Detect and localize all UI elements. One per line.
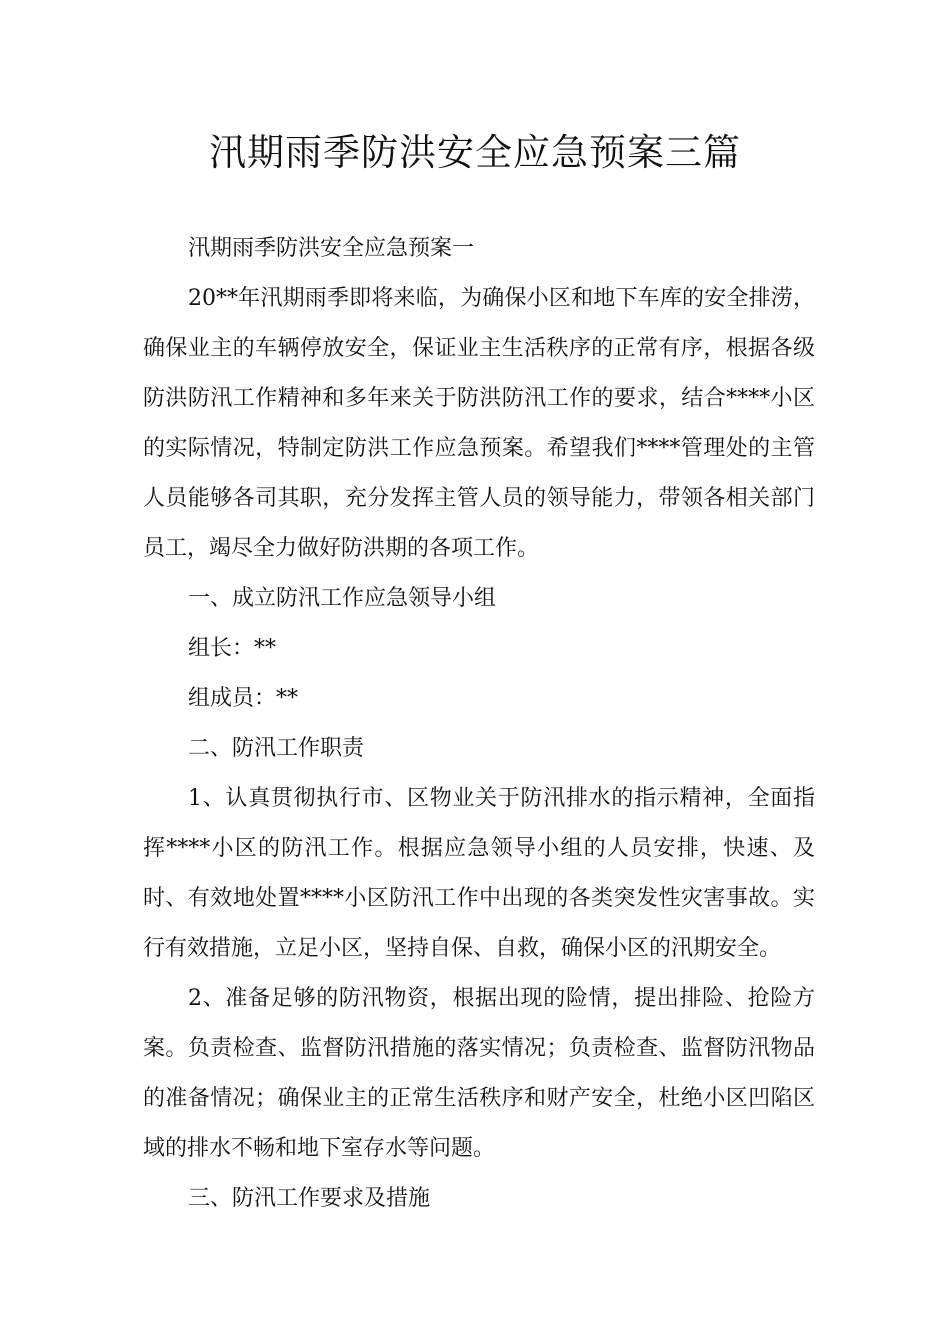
section-heading-1: 一、成立防汛工作应急领导小组: [188, 586, 497, 611]
section-heading-3: 三、防汛工作要求及措施: [188, 1186, 431, 1211]
document-title: 汛期雨季防洪安全应急预案三篇: [209, 131, 741, 174]
section-subtitle: 汛期雨季防洪安全应急预案一: [188, 236, 475, 261]
team-leader-line: 组长：**: [188, 636, 277, 661]
section-heading-2: 二、防汛工作职责: [188, 736, 365, 761]
duty-item-1: 1、认真贯彻执行市、区物业关于防汛排水的指示精神，全面指挥****小区的防汛工作。根据应急领导小组的人员安排，快速、及时、有效地处置****小区防汛工作中出现的各类突发性灾害事故。实行有效措施，立足小区，坚持自保、自救，确保小区的汛期安全。: [143, 786, 815, 961]
intro-paragraph: 20**年汛期雨季即将来临，为确保小区和地下车库的安全排涝，确保业主的车辆停放安全，保证业主生活秩序的正常有序，根据各级防洪防汛工作精神和多年来关于防洪防汛工作的要求，结合****小区的实际情况，特制定防洪工作应急预案。希望我们****管理处的主管人员能够各司其职，充分发挥主管人员的领导能力，带领各相关部门员工，竭尽全力做好防洪期的各项工作。: [143, 286, 815, 561]
duty-item-2: 2、准备足够的防汛物资，根据出现的险情，提出排险、抢险方案。负责检查、监督防汛措施的落实情况；负责检查、监督防汛物品的准备情况；确保业主的正常生活秩序和财产安全，杜绝小区凹陷区域的排水不畅和地下室存水等问题。: [143, 986, 815, 1161]
team-members-line: 组成员：**: [188, 686, 299, 711]
document-body: [143, 224, 815, 1224]
